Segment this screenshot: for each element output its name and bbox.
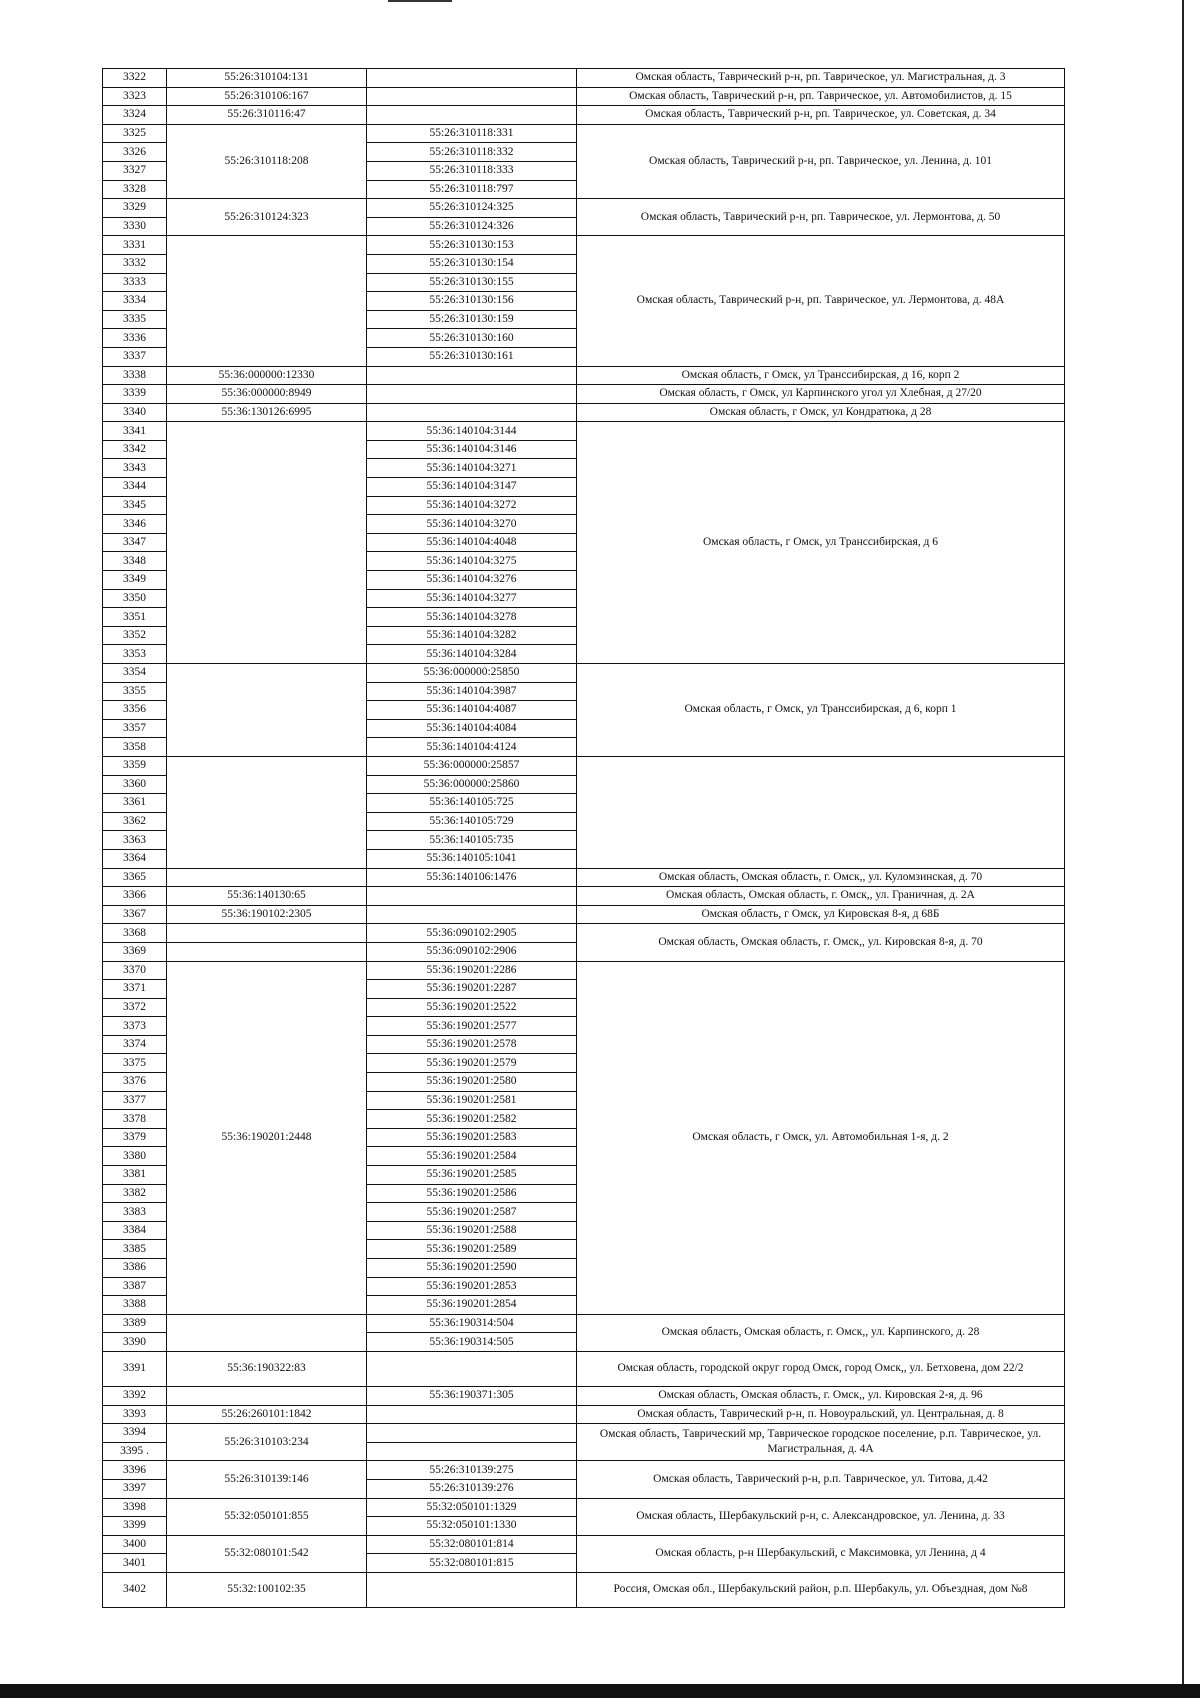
cadastral-number-cell: 55:26:260101:1842 <box>167 1405 367 1424</box>
row-number-cell: 3356 <box>103 701 167 720</box>
included-object-cell: 55:36:140105:1041 <box>367 849 577 868</box>
row-number-cell: 3391 <box>103 1351 167 1386</box>
scan-right-edge <box>1182 0 1184 1684</box>
included-object-cell: 55:36:190201:2854 <box>367 1296 577 1315</box>
cadastral-number-cell: 55:26:310104:131 <box>167 69 367 88</box>
included-object-cell: 55:36:190201:2577 <box>367 1017 577 1036</box>
table-row <box>103 1424 1065 1443</box>
table-row <box>103 87 1065 106</box>
table-row <box>103 1461 1065 1480</box>
row-number-cell: 3401 <box>103 1554 167 1573</box>
cadastral-number-cell: 55:26:310118:208 <box>167 124 367 198</box>
row-number-cell: 3361 <box>103 794 167 813</box>
included-object-cell <box>367 403 577 422</box>
table-row <box>103 1351 1065 1386</box>
included-object-cell: 55:26:310130:154 <box>367 254 577 273</box>
address-cell: Омская область, г Омск, ул Транссибирская, д 6, корп 1 <box>577 664 1065 757</box>
included-object-cell: 55:26:310118:332 <box>367 143 577 162</box>
table-row <box>103 1498 1065 1517</box>
row-number-cell: 3369 <box>103 942 167 961</box>
address-cell: Омская область, г Омск, ул Транссибирская, д 6 <box>577 422 1065 664</box>
row-number-cell: 3357 <box>103 719 167 738</box>
included-object-cell <box>367 905 577 924</box>
table-row <box>103 106 1065 125</box>
included-object-cell: 55:36:090102:2906 <box>367 942 577 961</box>
address-cell: Омская область, Таврический р-н, рп. Таврическое, ул. Ленина, д. 101 <box>577 124 1065 198</box>
included-object-cell <box>367 1442 577 1461</box>
row-number-cell: 3379 <box>103 1128 167 1147</box>
table-row <box>103 1572 1065 1607</box>
row-number-cell: 3366 <box>103 887 167 906</box>
included-object-cell: 55:26:310139:275 <box>367 1461 577 1480</box>
row-number-cell: 3322 <box>103 69 167 88</box>
included-object-cell: 55:26:310118:797 <box>367 180 577 199</box>
included-object-cell: 55:36:140104:3270 <box>367 515 577 534</box>
row-number-cell: 3386 <box>103 1259 167 1278</box>
cadastral-number-cell: 55:32:080101:542 <box>167 1535 367 1572</box>
included-object-cell: 55:36:190201:2588 <box>367 1221 577 1240</box>
row-number-cell: 3343 <box>103 459 167 478</box>
included-object-cell: 55:36:190201:2584 <box>367 1147 577 1166</box>
included-object-cell: 55:36:140104:3275 <box>367 552 577 571</box>
row-number-cell: 3330 <box>103 217 167 236</box>
row-number-cell: 3398 <box>103 1498 167 1517</box>
row-number-cell: 3381 <box>103 1166 167 1185</box>
included-object-cell: 55:36:190314:504 <box>367 1314 577 1333</box>
row-number-cell: 3368 <box>103 924 167 943</box>
cadastral-number-cell <box>167 924 367 943</box>
scan-top-mark <box>388 0 452 2</box>
address-cell: Омская область, р-н Шербакульский, с Максимовка, ул Ленина, д 4 <box>577 1535 1065 1572</box>
table-row <box>103 1386 1065 1405</box>
included-object-cell: 55:36:140104:4048 <box>367 533 577 552</box>
table-row <box>103 385 1065 404</box>
row-number-cell: 3389 <box>103 1314 167 1333</box>
included-object-cell <box>367 385 577 404</box>
included-object-cell: 55:32:080101:815 <box>367 1554 577 1573</box>
table-row <box>103 905 1065 924</box>
cadastral-number-cell: 55:26:310124:323 <box>167 199 367 236</box>
address-cell <box>577 756 1065 868</box>
row-number-cell: 3365 <box>103 868 167 887</box>
cadastral-number-cell: 55:36:000000:12330 <box>167 366 367 385</box>
address-cell: Омская область, Омская область, г. Омск,, ул. Карпинского, д. 28 <box>577 1314 1065 1351</box>
included-object-cell <box>367 1424 577 1443</box>
included-object-cell: 55:36:140104:3276 <box>367 571 577 590</box>
row-number-cell: 3337 <box>103 347 167 366</box>
row-number-cell: 3360 <box>103 775 167 794</box>
included-object-cell: 55:36:140106:1476 <box>367 868 577 887</box>
included-object-cell <box>367 87 577 106</box>
included-object-cell: 55:36:140104:4087 <box>367 701 577 720</box>
row-number-cell: 3388 <box>103 1296 167 1315</box>
included-object-cell: 55:36:190201:2286 <box>367 961 577 980</box>
table-row <box>103 1314 1065 1333</box>
cadastral-number-cell <box>167 756 367 868</box>
address-cell: Омская область, Омская область, г. Омск,, ул. Кировская 8-я, д. 70 <box>577 924 1065 961</box>
cadastral-number-cell: 55:36:190322:83 <box>167 1351 367 1386</box>
address-cell: Омская область, г Омск, ул Кировская 8-я, д 68Б <box>577 905 1065 924</box>
row-number-cell: 3359 <box>103 756 167 775</box>
row-number-cell: 3387 <box>103 1277 167 1296</box>
scan-bottom-edge <box>0 1684 1200 1698</box>
row-number-cell: 3351 <box>103 608 167 627</box>
row-number-cell: 3340 <box>103 403 167 422</box>
row-number-cell: 3377 <box>103 1091 167 1110</box>
row-number-cell: 3384 <box>103 1221 167 1240</box>
cadastral-number-cell: 55:26:310106:167 <box>167 87 367 106</box>
row-number-cell: 3364 <box>103 849 167 868</box>
included-object-cell: 55:36:140104:3144 <box>367 422 577 441</box>
row-number-cell: 3363 <box>103 831 167 850</box>
address-cell: Омская область, Таврический р-н, рп. Таврическое, ул. Автомобилистов, д. 15 <box>577 87 1065 106</box>
row-number-cell: 3354 <box>103 664 167 683</box>
included-object-cell: 55:32:050101:1330 <box>367 1517 577 1536</box>
included-object-cell <box>367 1572 577 1607</box>
row-number-cell: 3328 <box>103 180 167 199</box>
included-object-cell: 55:26:310130:153 <box>367 236 577 255</box>
row-number-cell: 3385 <box>103 1240 167 1259</box>
included-object-cell: 55:26:310124:326 <box>367 217 577 236</box>
row-number-cell: 3372 <box>103 998 167 1017</box>
cadastral-number-cell: 55:36:140130:65 <box>167 887 367 906</box>
row-number-cell: 3376 <box>103 1073 167 1092</box>
cadastral-number-cell: 55:36:130126:6995 <box>167 403 367 422</box>
table-row <box>103 924 1065 943</box>
included-object-cell: 55:36:000000:25860 <box>367 775 577 794</box>
row-number-cell: 3399 <box>103 1517 167 1536</box>
address-cell: Омская область, г Омск, ул Кондратюка, д 28 <box>577 403 1065 422</box>
included-object-cell: 55:36:190201:2589 <box>367 1240 577 1259</box>
included-object-cell: 55:26:310130:159 <box>367 310 577 329</box>
row-number-cell: 3324 <box>103 106 167 125</box>
included-object-cell: 55:36:190201:2590 <box>367 1259 577 1278</box>
address-cell: Омская область, Шербакульский р-н, с. Александровское, ул. Ленина, д. 33 <box>577 1498 1065 1535</box>
row-number-cell: 3393 <box>103 1405 167 1424</box>
row-number-cell: 3348 <box>103 552 167 571</box>
row-number-cell: 3326 <box>103 143 167 162</box>
row-number-cell: 3374 <box>103 1035 167 1054</box>
row-number-cell: 3358 <box>103 738 167 757</box>
included-object-cell: 55:36:190201:2578 <box>367 1035 577 1054</box>
row-number-cell: 3342 <box>103 440 167 459</box>
included-object-cell: 55:26:310130:160 <box>367 329 577 348</box>
row-number-cell: 3392 <box>103 1386 167 1405</box>
row-number-cell: 3395 . <box>103 1442 167 1461</box>
registry-body <box>103 69 1065 1608</box>
included-object-cell: 55:32:050101:1329 <box>367 1498 577 1517</box>
included-object-cell: 55:36:140105:725 <box>367 794 577 813</box>
included-object-cell: 55:26:310139:276 <box>367 1479 577 1498</box>
row-number-cell: 3352 <box>103 626 167 645</box>
included-object-cell: 55:36:190201:2580 <box>367 1073 577 1092</box>
row-number-cell: 3383 <box>103 1203 167 1222</box>
row-number-cell: 3350 <box>103 589 167 608</box>
included-object-cell: 55:26:310118:331 <box>367 124 577 143</box>
row-number-cell: 3346 <box>103 515 167 534</box>
included-object-cell: 55:36:140104:3147 <box>367 478 577 497</box>
row-number-cell: 3334 <box>103 292 167 311</box>
included-object-cell: 55:26:310124:325 <box>367 199 577 218</box>
row-number-cell: 3335 <box>103 310 167 329</box>
included-object-cell <box>367 887 577 906</box>
row-number-cell: 3382 <box>103 1184 167 1203</box>
included-object-cell: 55:36:140105:735 <box>367 831 577 850</box>
included-object-cell: 55:36:140104:3271 <box>367 459 577 478</box>
row-number-cell: 3333 <box>103 273 167 292</box>
included-object-cell: 55:36:190201:2583 <box>367 1128 577 1147</box>
row-number-cell: 3394 <box>103 1424 167 1443</box>
included-object-cell: 55:36:190201:2585 <box>367 1166 577 1185</box>
included-object-cell: 55:36:190201:2587 <box>367 1203 577 1222</box>
cadastral-number-cell <box>167 868 367 887</box>
table-row <box>103 756 1065 775</box>
included-object-cell: 55:36:000000:25850 <box>367 664 577 683</box>
cadastral-number-cell: 55:26:310116:47 <box>167 106 367 125</box>
row-number-cell: 3325 <box>103 124 167 143</box>
cadastral-number-cell: 55:26:310139:146 <box>167 1461 367 1498</box>
address-cell: Омская область, Таврический р-н, рп. Таврическое, ул. Магистральная, д. 3 <box>577 69 1065 88</box>
included-object-cell: 55:36:000000:25857 <box>367 756 577 775</box>
row-number-cell: 3329 <box>103 199 167 218</box>
address-cell: Омская область, Таврический р-н, п. Новоуральский, ул. Центральная, д. 8 <box>577 1405 1065 1424</box>
row-number-cell: 3355 <box>103 682 167 701</box>
cadastral-number-cell: 55:32:100102:35 <box>167 1572 367 1607</box>
cadastral-number-cell: 55:26:310103:234 <box>167 1424 367 1461</box>
included-object-cell: 55:36:190201:2581 <box>367 1091 577 1110</box>
table-row <box>103 366 1065 385</box>
cadastral-number-cell <box>167 664 367 757</box>
table-row <box>103 124 1065 143</box>
table-row <box>103 236 1065 255</box>
row-number-cell: 3396 <box>103 1461 167 1480</box>
table-row <box>103 961 1065 980</box>
included-object-cell: 55:36:140104:4124 <box>367 738 577 757</box>
row-number-cell: 3327 <box>103 161 167 180</box>
included-object-cell: 55:36:190201:2586 <box>367 1184 577 1203</box>
cadastral-number-cell <box>167 422 367 664</box>
row-number-cell: 3400 <box>103 1535 167 1554</box>
row-number-cell: 3341 <box>103 422 167 441</box>
included-object-cell: 55:26:310130:156 <box>367 292 577 311</box>
row-number-cell: 3331 <box>103 236 167 255</box>
included-object-cell: 55:36:140104:4084 <box>367 719 577 738</box>
cadastral-number-cell: 55:36:190102:2305 <box>167 905 367 924</box>
row-number-cell: 3367 <box>103 905 167 924</box>
address-cell: Омская область, городской округ город Омск, город Омск,, ул. Бетховена, дом 22/2 <box>577 1351 1065 1386</box>
cadastral-number-cell <box>167 1386 367 1405</box>
address-cell: Омская область, Таврический р-н, рп. Таврическое, ул. Лермонтова, д. 50 <box>577 199 1065 236</box>
row-number-cell: 3339 <box>103 385 167 404</box>
row-number-cell: 3338 <box>103 366 167 385</box>
address-cell: Омская область, Таврический мр, Таврическое городское поселение, р.п. Таврическое, ул. Магистральная, д. 4А <box>577 1424 1065 1461</box>
cadastral-number-cell <box>167 1314 367 1351</box>
table-row <box>103 403 1065 422</box>
cadastral-number-cell: 55:36:190201:2448 <box>167 961 367 1314</box>
row-number-cell: 3397 <box>103 1479 167 1498</box>
included-object-cell: 55:36:140104:3278 <box>367 608 577 627</box>
included-object-cell: 55:36:140104:3272 <box>367 496 577 515</box>
row-number-cell: 3402 <box>103 1572 167 1607</box>
included-object-cell: 55:36:140104:3277 <box>367 589 577 608</box>
property-registry-table <box>102 68 1065 1608</box>
cadastral-number-cell <box>167 942 367 961</box>
included-object-cell <box>367 106 577 125</box>
included-object-cell: 55:36:190201:2579 <box>367 1054 577 1073</box>
table-row <box>103 887 1065 906</box>
row-number-cell: 3349 <box>103 571 167 590</box>
row-number-cell: 3380 <box>103 1147 167 1166</box>
included-object-cell <box>367 69 577 88</box>
included-object-cell: 55:36:190201:2853 <box>367 1277 577 1296</box>
table-row <box>103 422 1065 441</box>
row-number-cell: 3378 <box>103 1110 167 1129</box>
address-cell: Омская область, г Омск, ул Транссибирская, д 16, корп 2 <box>577 366 1065 385</box>
included-object-cell: 55:36:190201:2287 <box>367 980 577 999</box>
included-object-cell: 55:32:080101:814 <box>367 1535 577 1554</box>
included-object-cell: 55:36:190201:2582 <box>367 1110 577 1129</box>
included-object-cell <box>367 1405 577 1424</box>
included-object-cell: 55:36:140104:3146 <box>367 440 577 459</box>
included-object-cell: 55:36:190314:505 <box>367 1333 577 1352</box>
address-cell: Омская область, Омская область, г. Омск,, ул. Кировская 2-я, д. 96 <box>577 1386 1065 1405</box>
row-number-cell: 3332 <box>103 254 167 273</box>
included-object-cell: 55:36:190201:2522 <box>367 998 577 1017</box>
row-number-cell: 3371 <box>103 980 167 999</box>
cadastral-number-cell <box>167 236 367 366</box>
row-number-cell: 3323 <box>103 87 167 106</box>
included-object-cell: 55:36:090102:2905 <box>367 924 577 943</box>
address-cell: Омская область, Омская область, г. Омск,, ул. Граничная, д. 2А <box>577 887 1065 906</box>
included-object-cell: 55:26:310130:161 <box>367 347 577 366</box>
row-number-cell: 3347 <box>103 533 167 552</box>
included-object-cell <box>367 1351 577 1386</box>
address-cell: Омская область, Омская область, г. Омск,, ул. Кулом‌зинская, д. 70 <box>577 868 1065 887</box>
included-object-cell: 55:36:190371:305 <box>367 1386 577 1405</box>
address-cell: Омская область, Таврический р-н, рп. Таврическое, ул. Лермонтова, д. 48А <box>577 236 1065 366</box>
table-row <box>103 1535 1065 1554</box>
table-row <box>103 199 1065 218</box>
row-number-cell: 3370 <box>103 961 167 980</box>
row-number-cell: 3336 <box>103 329 167 348</box>
address-cell: Омская область, Таврический р-н, р.п. Таврическое, ул. Титова, д.42 <box>577 1461 1065 1498</box>
included-object-cell: 55:26:310118:333 <box>367 161 577 180</box>
table-row <box>103 69 1065 88</box>
address-cell: Омская область, г Омск, ул Карпинского угол ул Хлебная, д 27/20 <box>577 385 1065 404</box>
row-number-cell: 3390 <box>103 1333 167 1352</box>
included-object-cell: 55:36:140104:3284 <box>367 645 577 664</box>
row-number-cell: 3362 <box>103 812 167 831</box>
included-object-cell: 55:36:140105:729 <box>367 812 577 831</box>
included-object-cell: 55:26:310130:155 <box>367 273 577 292</box>
row-number-cell: 3345 <box>103 496 167 515</box>
cadastral-number-cell: 55:32:050101:855 <box>167 1498 367 1535</box>
table-row <box>103 1405 1065 1424</box>
row-number-cell: 3375 <box>103 1054 167 1073</box>
row-number-cell: 3353 <box>103 645 167 664</box>
address-cell: Россия, Омская обл., Шербакульский район, р.п. Шербакуль, ул. Объездная, дом №8 <box>577 1572 1065 1607</box>
included-object-cell <box>367 366 577 385</box>
included-object-cell: 55:36:140104:3282 <box>367 626 577 645</box>
cadastral-number-cell: 55:36:000000:8949 <box>167 385 367 404</box>
row-number-cell: 3373 <box>103 1017 167 1036</box>
table-row <box>103 868 1065 887</box>
table-row <box>103 664 1065 683</box>
address-cell: Омская область, Таврический р-н, рп. Таврическое, ул. Советская, д. 34 <box>577 106 1065 125</box>
address-cell: Омская область, г Омск, ул. Автомобильная 1-я, д. 2 <box>577 961 1065 1314</box>
included-object-cell: 55:36:140104:3987 <box>367 682 577 701</box>
row-number-cell: 3344 <box>103 478 167 497</box>
